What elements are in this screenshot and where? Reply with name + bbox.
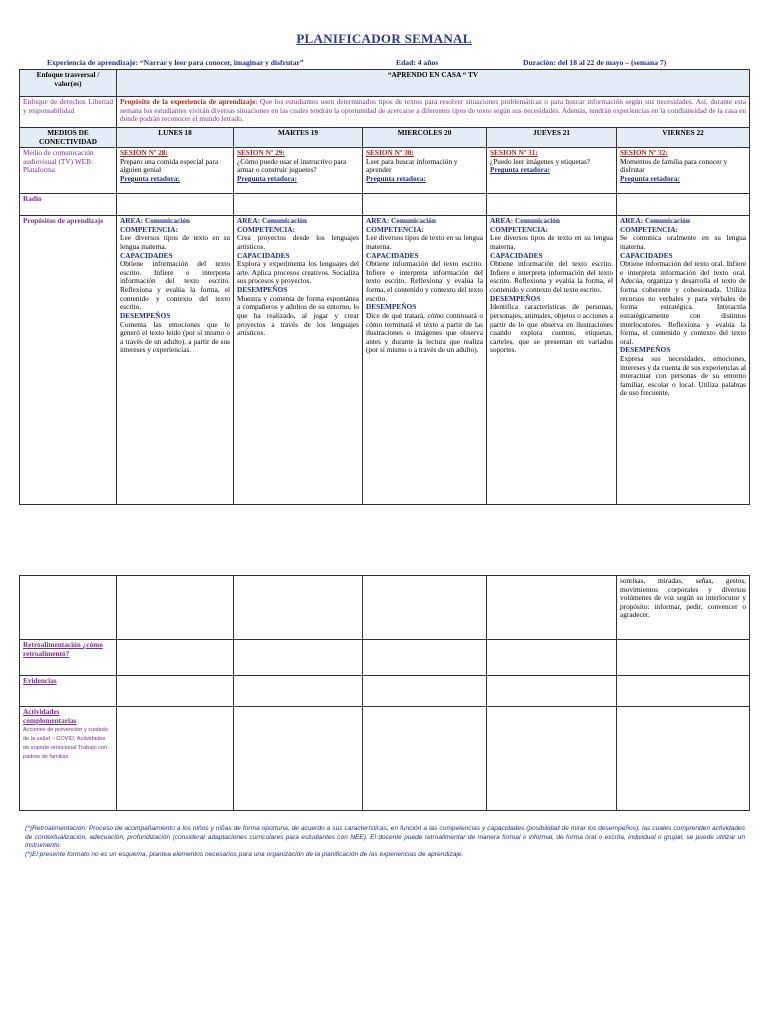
session-text: ¿Cómo puedo usar el instructivo para armar o construir juguetes? (237, 156, 347, 175)
evidencias-label: Evidencias (20, 676, 117, 707)
session-question: Pregunta retadora: (620, 174, 680, 184)
session-number: SESION Nº 29: (237, 148, 285, 158)
capacidades-text: Explora y experimenta los lenguajes del arte. Aplica procesos creativos. Socializa sus procesos y proyectos. (237, 259, 359, 286)
sessions-row (20, 148, 750, 194)
session-number: SESION Nº 30: (366, 148, 414, 158)
day-content-martes (234, 216, 363, 505)
enfoque-value: Enfoque de derechos Libertad y responsabilidad (20, 97, 117, 128)
days-header-row (20, 128, 750, 148)
desempenos-text: Expresa sus necesidades, emociones, intereses y da cuenta de sus experiencias al interactuar con personas de su entorno familiar, escolar o local. Utiliza palabras de uso frecuente, (620, 353, 747, 398)
session-question: Pregunta retadora: (366, 174, 426, 184)
session-text: Preparo una comida especial para alguien genial (120, 156, 219, 175)
footnote-retroalimentacion: (*)Retroalimentación: Proceso de acompañamiento a los niños y niñas de forma oportuna, de acuerdo a sus características, en función a las competencias y capacidades (posibilidad de mirar los desempeños), las cuales comprenden actividades de contextualización, adecuación, profundización (considerar adaptaciones curriculares para estudiantes con NEE). El docente puede retroalimentar de manera formal o informal, de forma oral o escrita, individual o grupal, se puede utilizar un instrumento. (25, 825, 745, 850)
day-header-miercoles: MIERCOLES 20 (363, 128, 487, 148)
propositos-row (20, 216, 750, 505)
area-value: : Comunicación (257, 216, 307, 226)
proposito-label: Propósito de la experiencia de aprendizaje (120, 97, 256, 106)
aprendo-en-casa: “APRENDO EN CASA “ TV (117, 70, 750, 97)
desempenos-text: Identifica características de personas, personajes, animales, objetos o acciones a partir de lo que observa en ilustraciones cuando explora cuentos, etiquetas, carteles, que se presentan en variados soportes. (490, 302, 613, 355)
session-number: SESION Nº 31: (490, 148, 538, 158)
retro-label: Retroalimentación ¿cómo retroalimentó? (20, 640, 117, 676)
area-value: : Comunicación (140, 216, 190, 226)
competencia-text: Lee diversos tipos de texto en su lengua materna. (120, 233, 230, 252)
session-text: ¿Puedo leer imágenes y etiquetas? (490, 156, 591, 166)
planner-table (19, 69, 750, 505)
proposito-cell (117, 97, 750, 128)
retro-row (20, 640, 750, 676)
radio-label: Radio (20, 194, 117, 216)
evidencias-row (20, 676, 750, 707)
session-cell-miercoles (363, 148, 487, 194)
area-value: : Comunicación (640, 216, 690, 226)
capacidades-text: Obtiene información del texto escrito. Infiere e interpreta información del texto escrito. Reflexiona y evalúa la forma, el contenido y contexto del texto escrito. (490, 259, 613, 295)
competencia-text: Lee diversos tipos de texto en su lengua materna. (490, 233, 613, 252)
day-content-lunes (117, 216, 234, 505)
medios-list: Medio de comunicación audiovisual (TV) WEB: Plataforma (20, 148, 117, 194)
actividades-row (20, 707, 750, 811)
competencia-label: COMPETENCIA: (490, 224, 548, 234)
enfoque-label: Enfoque trasversal / valor(es) (20, 70, 117, 97)
session-number: SESION Nº 28: (120, 148, 168, 158)
area-value: : Comunicación (510, 216, 560, 226)
area-label: AREA (490, 216, 511, 226)
competencia-label: COMPETENCIA: (237, 224, 295, 234)
planner-table-continued (19, 575, 750, 811)
desempenos-label: DESEMPEÑOS (120, 310, 171, 320)
top-header-row (20, 70, 750, 97)
capacidades-label: CAPACIDADES (237, 250, 290, 260)
enfoque-row (20, 97, 750, 128)
day-header-martes: MARTES 19 (234, 128, 363, 148)
actividades-cell (20, 707, 117, 811)
capacidades-text: Obtiene información del texto escrito. Infiere e interpreta información del texto escrito. Reflexiona y evalúa la forma, el contenido y contexto del texto escrito. (366, 259, 483, 303)
session-number: SESION Nº 32: (620, 148, 668, 158)
capacidades-text: Obtiene información del texto escrito. Infiere e interpreta información del texto escrito. Reflexiona y evalúa la forma, el contenido y contexto del texto escrito. (120, 259, 230, 312)
capacidades-label: CAPACIDADES (490, 250, 543, 260)
proposito-text: : Que los estudiantes usen determinados tipos de textos para resolver situaciones problemáticas o para buscar información según sus necesidades. Así, durante esta semana los estudiantes vivirán diversas situaciones en las cuales tendrán la oportunidad de acercarse a diferentes tipos de texto según sus necesidades. Además, tendrán experiencias en la cotidianeidad de la casa en donde podrán reconocer el mundo letrado. (120, 97, 747, 124)
session-question: Pregunta retadora: (490, 165, 550, 175)
desempenos-label: DESEMPEÑOS (366, 302, 417, 312)
footnotes (25, 825, 745, 859)
session-cell-viernes (617, 148, 750, 194)
edad-label: Edad: 4 años (396, 58, 439, 67)
area-label: AREA (237, 216, 258, 226)
competencia-text: Se comunica oralmente en su lengua materna. (620, 233, 747, 252)
area-label: AREA (620, 216, 641, 226)
medios-header: MEDIOS DE CONECTIVIDAD (20, 128, 117, 148)
footnote-formato: (*)El presente formato no es un esquema, plantea elementos necesarios para una organización de la planificación de las experiencias de aprendizaje. (25, 850, 464, 858)
session-cell-jueves (487, 148, 617, 194)
day-header-lunes: LUNES 18 (117, 128, 234, 148)
session-text: Momentos de familia para conocer y disfrutar (620, 156, 728, 175)
competencia-text: Lee diversos tipos de texto en su lengua materna. (366, 233, 483, 252)
day-header-viernes: VIERNES 22 (617, 128, 750, 148)
area-label: AREA (120, 216, 141, 226)
competencia-text: Crea proyectos desde los lenguajes artísticos. (237, 233, 359, 252)
day-content-miercoles (363, 216, 487, 505)
session-question: Pregunta retadora: (120, 174, 180, 184)
radio-row (20, 194, 750, 216)
capacidades-label: CAPACIDADES (120, 250, 173, 260)
capacidades-label: CAPACIDADES (366, 250, 419, 260)
day-header-jueves: JUEVES 21 (487, 128, 617, 148)
day-content-jueves (487, 216, 617, 505)
competencia-label: COMPETENCIA: (120, 224, 178, 234)
area-value: : Comunicación (386, 216, 436, 226)
actividades-label: Actividades complementarias (23, 707, 77, 725)
continuation-row (20, 576, 750, 640)
session-text: Leer para buscar información y aprender (366, 156, 458, 175)
desempenos-label: DESEMPEÑOS (620, 345, 671, 355)
continuation-text: sonrisas, miradas, señas, gestos, movimientos corporales y diversos volúmenes de voz según su interlocutor y propósito: informar, pedir, convencer o agradecer. (617, 576, 750, 640)
page-title: PLANIFICADOR SEMANAL (296, 31, 472, 46)
day-content-viernes (617, 216, 750, 505)
competencia-label: COMPETENCIA: (620, 224, 678, 234)
desempenos-text: Muestra y comenta de forma espontánea a compañeros y adultos de su entorno, lo que ha realizado, al jugar y crear proyectos a través de los lenguajes artísticos. (237, 293, 359, 338)
duracion-label: Duración: del 18 al 22 de mayo – (semana 7) (523, 58, 667, 67)
capacidades-label: CAPACIDADES (620, 250, 673, 260)
desempenos-label: DESEMPEÑOS (490, 293, 541, 303)
desempenos-text: Comenta las emociones que le generó el texto leído (por sí mismo o a través de un adulto), a partir de sus intereses y experiencias. (120, 319, 230, 355)
session-cell-lunes (117, 148, 234, 194)
competencia-label: COMPETENCIA: (366, 224, 424, 234)
experiencia-label: Experiencia de aprendizaje: “Narrar y leer para conocer, imaginar y disfrutar” (47, 58, 304, 67)
desempenos-text: Dice de qué tratará, cómo continuará o cómo terminará el texto a partir de las ilustraciones o imágenes que observa antes y durante la lectura que realiza (por sí mismo o a través de un adulto). (366, 310, 483, 355)
propositos-label: Propósitos de aprendizaje (20, 216, 117, 505)
area-label: AREA (366, 216, 387, 226)
desempenos-label: DESEMPEÑOS (237, 285, 288, 295)
actividades-list: Acciones de prevención y cuidado de la salud – COVID. Actividades de soporte emocional Trabajo con padres de familias (23, 727, 108, 761)
session-cell-martes (234, 148, 363, 194)
session-question: Pregunta retadora: (237, 174, 297, 184)
capacidades-text: Obtiene información del texto oral. Infiere e interpreta información del texto oral. Adecúa, organiza y desarrolla el texto de forma coherente y cohesionada. Utiliza recursos no verbales y para verbales de forma estratégica. Interactúa estratégicamente con distintos interlocutores. Reflexiona y evalúa la forma, el contenido y contexto del texto oral. (620, 259, 747, 346)
